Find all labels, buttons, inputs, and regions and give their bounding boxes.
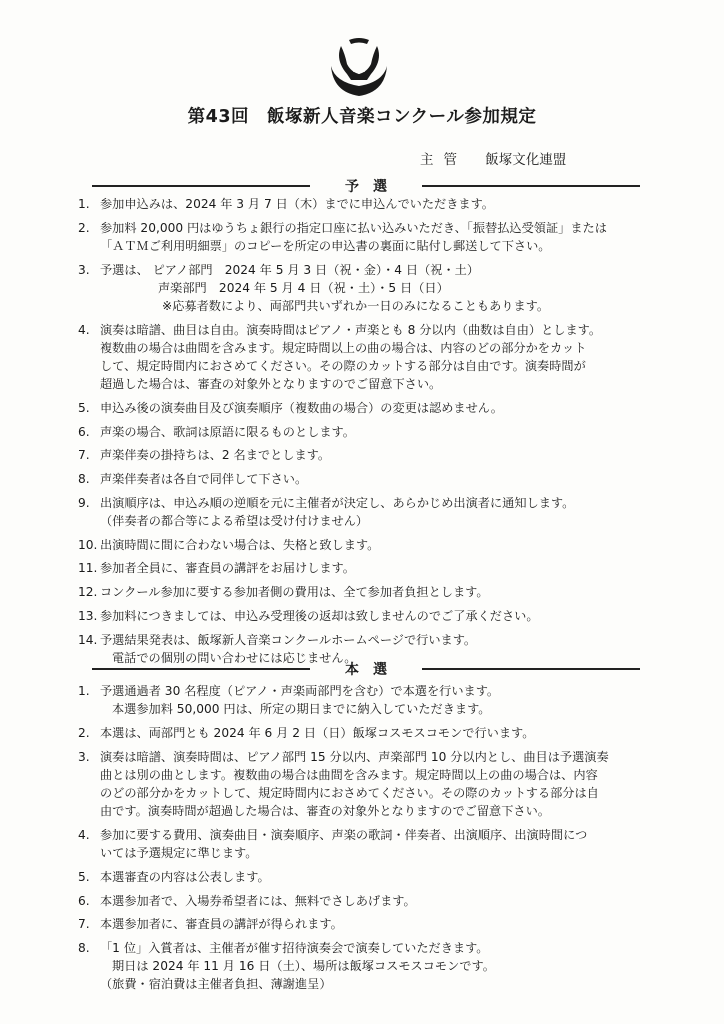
item-number: 5. bbox=[78, 401, 90, 416]
item-text: 声楽部門 2024 年 5 月 4 日（祝・土）・5 日（日） bbox=[158, 280, 449, 295]
list-item bbox=[78, 446, 658, 464]
item-text: して、規定時間内におさめてください。その際のカットする部分は自由です。演奏時間が bbox=[100, 359, 586, 374]
organizer-label: 主管 bbox=[420, 152, 467, 168]
item-text: 電話での個別の問い合わせには応じません。 bbox=[112, 650, 357, 665]
item-text: 声楽伴奏の掛持ちは、2 名までとします。 bbox=[100, 448, 331, 463]
list-item bbox=[78, 748, 658, 821]
item-text: 出演順序は、申込み順の逆順を元に主催者が決定し、あらかじめ出演者に通知します。 bbox=[100, 495, 575, 510]
list-item bbox=[78, 261, 658, 316]
item-text: ※応募者数により、両部門共いずれか一日のみになることもあります。 bbox=[162, 299, 550, 314]
item-text: 参加料につきましては、申込み受理後の返却は致しませんのでご了承ください。 bbox=[100, 608, 539, 623]
item-text: 出演時間に間に合わない場合は、失格と致します。 bbox=[100, 537, 380, 552]
item-number: 4. bbox=[78, 827, 90, 842]
list-item bbox=[78, 494, 658, 530]
item-number: 11. bbox=[78, 561, 98, 576]
list-item bbox=[78, 219, 658, 255]
list-item bbox=[78, 321, 658, 394]
item-text: 本選参加者で、入場券希望者には、無料でさしあげます。 bbox=[100, 893, 416, 908]
item-text: 複数曲の場合は曲間を含みます。規定時間以上の曲の場合は、内容のどの部分かをカット bbox=[100, 340, 587, 355]
item-text: 曲とは別の曲とします。複数曲の場合は曲間を含みます。規定時間以上の曲の場合は、内容 bbox=[100, 767, 598, 782]
item-number: 8. bbox=[78, 472, 90, 487]
item-text: 申込み後の演奏曲目及び演奏順序（複数曲の場合）の変更は認めません。 bbox=[100, 401, 503, 416]
item-text: 本選参加料 50,000 円は、所定の期日までに納入していただきます。 bbox=[112, 702, 491, 717]
item-text: 演奏は暗譜、演奏時間は、ピアノ部門 15 分以内、声楽部門 10 分以内とし、曲目は予選演奏 bbox=[100, 749, 609, 764]
item-text: コンクール参加に要する参加者側の費用は、全て参加者負担とします。 bbox=[100, 585, 489, 600]
list-item bbox=[78, 892, 658, 910]
item-number: 2. bbox=[78, 220, 90, 235]
item-text: 予選結果発表は、飯塚新人音楽コンクールホームページで行います。 bbox=[100, 632, 477, 647]
item-text: のどの部分かをカットして、規定時間内におさめてください。その際のカットする部分は自 bbox=[100, 786, 599, 801]
item-text: 声楽の場合、歌詞は原語に限るものとします。 bbox=[100, 424, 355, 439]
item-number: 8. bbox=[78, 940, 90, 955]
item-number: 3. bbox=[78, 749, 90, 764]
list-item bbox=[78, 915, 658, 933]
final-heading-text: 本選 bbox=[345, 662, 401, 678]
item-text: 参加者全員に、審査員の講評をお届けします。 bbox=[100, 561, 355, 576]
list-item bbox=[78, 682, 658, 718]
list-item bbox=[78, 423, 658, 441]
item-number: 1. bbox=[78, 684, 90, 698]
item-text: 本選は、両部門とも 2024 年 6 月 2 日（日）飯塚コスモスコモンで行います。 bbox=[100, 725, 535, 740]
list-item bbox=[78, 868, 658, 886]
list-item bbox=[78, 559, 658, 577]
item-text: 参加料 20,000 円はゆうちょ銀行の指定口座に払い込みいただき、「振替払込受領証」または bbox=[100, 220, 607, 235]
item-text: 本選審査の内容は公表します。 bbox=[100, 869, 270, 884]
list-item bbox=[78, 583, 658, 601]
item-number: 3. bbox=[78, 262, 90, 277]
item-text: 「1 位」入賞者は、主催者が催す招待演奏会で演奏していただきます。 bbox=[100, 940, 489, 955]
item-number: 9. bbox=[78, 495, 90, 510]
prelim-list bbox=[78, 195, 658, 672]
organizer bbox=[420, 148, 566, 168]
item-text: 超過した場合は、審査の対象外となりますのでご留意下さい。 bbox=[100, 377, 442, 392]
list-item bbox=[78, 470, 658, 488]
item-text: 参加に要する費用、演奏曲目・演奏順序、声楽の歌詞・伴奏者、出演順序、出演時間につ bbox=[100, 827, 588, 842]
item-number: 12. bbox=[78, 585, 98, 600]
item-text: 予選は、 ピアノ部門 2024 年 5 月 3 日（祝・金）・4 日（祝・土） bbox=[100, 262, 480, 277]
list-item bbox=[78, 607, 658, 625]
item-number: 4. bbox=[78, 322, 90, 337]
item-number: 6. bbox=[78, 893, 90, 908]
list-item bbox=[78, 195, 658, 213]
item-number: 7. bbox=[78, 917, 90, 932]
item-text: 参加申込みは、2024 年 3 月 7 日（木）までに申込んでいただきます。 bbox=[100, 197, 494, 211]
item-number: 10. bbox=[78, 537, 98, 552]
list-item bbox=[78, 536, 658, 554]
item-text: 演奏は暗譜、曲目は自由。演奏時間はピアノ・声楽とも 8 分以内（曲数は自由）とします。 bbox=[100, 322, 602, 337]
item-text: 由です。演奏時間が超過した場合は、審査の対象外となりますのでご留意下さい。 bbox=[100, 804, 550, 819]
item-number: 1. bbox=[78, 197, 90, 211]
item-text: いては予選規定に準じます。 bbox=[100, 846, 258, 861]
item-text: 本選参加者に、審査員の講評が得られます。 bbox=[100, 917, 343, 932]
item-text: 声楽伴奏者は各自で同伴して下さい。 bbox=[100, 472, 308, 487]
item-number: 14. bbox=[78, 632, 98, 647]
list-item bbox=[78, 724, 658, 742]
final-list bbox=[78, 682, 658, 999]
item-text: 予選通過者 30 名程度（ピアノ・声楽両部門を含む）で本選を行います。 bbox=[100, 684, 500, 698]
prelim-heading bbox=[92, 176, 640, 196]
item-number: 6. bbox=[78, 424, 90, 439]
page-title: 第43回 飯塚新人音楽コンクール参加規定 bbox=[187, 107, 537, 127]
list-item bbox=[78, 939, 658, 994]
item-text: 「ＡＴＭご利用明細票」のコピーを所定の申込書の裏面に貼付し郵送して下さい。 bbox=[100, 238, 551, 253]
item-number: 13. bbox=[78, 608, 98, 623]
prelim-heading-text: 予選 bbox=[345, 179, 401, 195]
final-heading bbox=[92, 659, 640, 679]
list-item bbox=[78, 399, 658, 417]
list-item bbox=[78, 826, 658, 862]
lyre-logo-icon bbox=[327, 36, 391, 98]
item-number: 5. bbox=[78, 869, 90, 884]
item-text: （旅費・宿泊費は主催者負担、薄謝進呈） bbox=[100, 977, 332, 992]
item-number: 2. bbox=[78, 725, 90, 740]
item-text: （伴奏者の都合等による希望は受け付けません） bbox=[100, 514, 369, 529]
item-text: 期日は 2024 年 11 月 16 日（土）、場所は飯塚コスモスコモンです。 bbox=[112, 959, 495, 974]
item-number: 7. bbox=[78, 448, 90, 463]
organizer-name: 飯塚文化連盟 bbox=[485, 152, 567, 168]
